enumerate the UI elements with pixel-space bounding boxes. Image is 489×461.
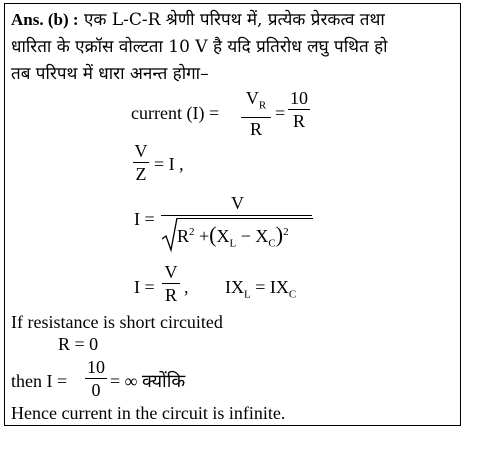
eq1-lhs: current (I) = bbox=[131, 103, 220, 123]
eq1-num2: 10 bbox=[290, 88, 308, 108]
text-conclusion: Hence current in the circuit is infinite. bbox=[11, 403, 286, 423]
eq3-den-sup: 2 bbox=[189, 226, 195, 238]
eq4-num: V bbox=[164, 262, 178, 282]
eq3-den-R: R bbox=[177, 226, 190, 246]
eq3-lhs: I = bbox=[134, 209, 155, 229]
eq3-den-XC: X bbox=[255, 226, 269, 246]
eq2-num: V bbox=[134, 141, 148, 161]
eq3-den-plus: + bbox=[199, 226, 210, 246]
hindi-text-2: धारिता के एक्रॉस वोल्टता 10 V है यदि प्रतिरोध लघु पथित हो bbox=[11, 37, 388, 57]
eq3-den-XL: X bbox=[216, 226, 230, 246]
hindi-text-3: तब परिपथ में धारा अनन्त होगा– bbox=[11, 64, 209, 84]
eq3-den-L: L bbox=[229, 237, 237, 250]
eq1-frac2 bbox=[288, 88, 310, 131]
eq5-num: 10 bbox=[87, 357, 105, 377]
eq4-comma: , bbox=[184, 277, 189, 297]
eq1-den1: R bbox=[249, 118, 262, 139]
eq5-den: 0 bbox=[91, 380, 101, 400]
eq5-rhs: = ∞ क्योंकि bbox=[110, 371, 186, 391]
eq4-rhs-eq: = IX bbox=[255, 277, 289, 297]
answer-box bbox=[4, 3, 461, 426]
eq4-rhs-sub1: L bbox=[244, 288, 251, 301]
eq5-lhs: then I = bbox=[11, 371, 68, 391]
eq3-den: $R^2 +(X_L - X_C)^2$ bbox=[177, 222, 289, 250]
eq1-eq: = bbox=[275, 103, 286, 123]
eq3-den-pow: 2 bbox=[283, 226, 289, 238]
text-short-circuited: If resistance is short circuited bbox=[11, 312, 223, 332]
eq5-frac bbox=[85, 357, 107, 400]
answer-line-1 bbox=[11, 11, 385, 29]
eq4-frac bbox=[162, 262, 180, 305]
text-r-zero: R = 0 bbox=[58, 334, 99, 354]
eq3-num: V bbox=[231, 193, 244, 213]
eq1-num1: V bbox=[245, 88, 259, 108]
eq4-rhs-sub2: C bbox=[288, 288, 297, 301]
eq2-den: Z bbox=[135, 164, 147, 184]
answer-label: Ans. (b) : bbox=[11, 10, 79, 29]
eq1-frac1 bbox=[241, 88, 271, 139]
eq1-num1-sub: R bbox=[258, 99, 267, 112]
hindi-text-1: एक L-C-R श्रेणी परिपथ में, प्रत्येक प्रेरकत्व तथा bbox=[83, 10, 385, 30]
eq2-frac bbox=[133, 141, 149, 184]
eq4-den: R bbox=[164, 285, 177, 305]
eq4-rhs-ix: IX bbox=[225, 277, 244, 297]
eq1-den2: R bbox=[292, 111, 305, 131]
eq2-rhs: = I , bbox=[154, 154, 184, 174]
eq4-rhs bbox=[225, 278, 296, 301]
eq3-den-C: C bbox=[268, 237, 276, 250]
eq4-lhs: I = bbox=[134, 277, 155, 297]
eq3-den-minus: − bbox=[240, 226, 251, 246]
